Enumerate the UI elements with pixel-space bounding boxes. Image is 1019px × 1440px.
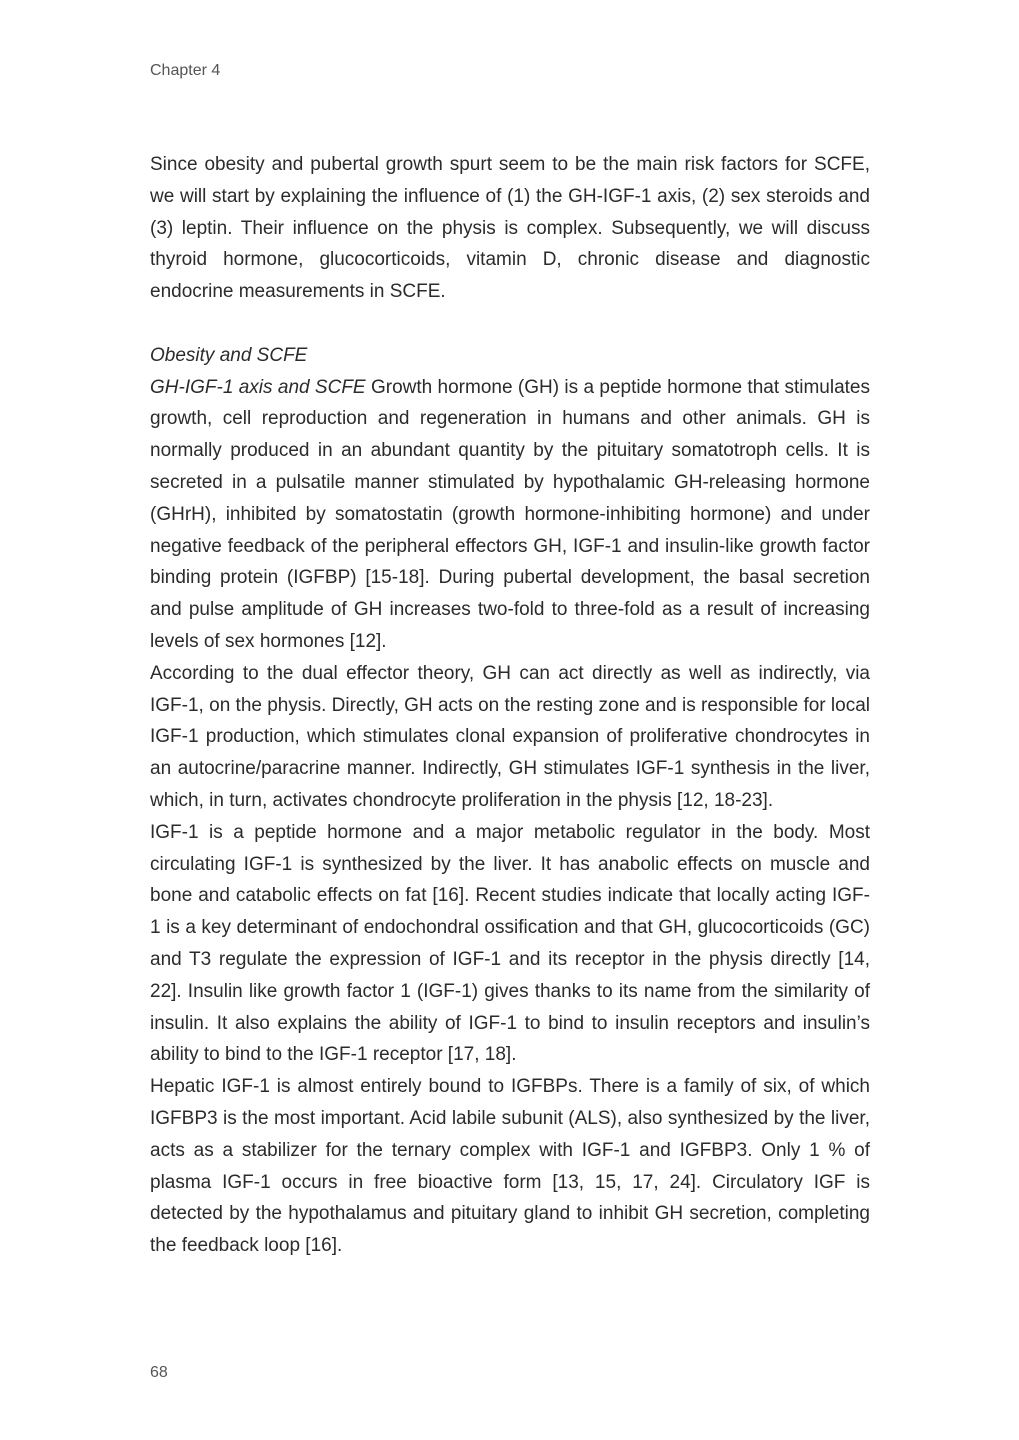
paragraph-gh-igf1 (150, 372, 870, 658)
paragraph-igf1-metabolic: IGF-1 is a peptide hormone and a major metabolic regulator in the body. Most circulating IGF-1 is synthesized by the liver. It has anabolic effects on muscle and bone and catabolic effects on fat [16]. Recent studies indicate that locally acting IGF-1 is a key determinant of endochondral ossification and that GH, glucocorticoids (GC) and T3 regulate the expression of IGF-1 and its receptor in the physis directly [14, 22]. Insulin like growth factor 1 (IGF-1) gives thanks to its name from the similarity of insulin. It also explains the ability of IGF-1 to bind to insulin receptors and insulin’s ability to bind to the IGF-1 receptor [17, 18]. (150, 821, 870, 1066)
body-text (150, 149, 870, 1262)
paragraph-hepatic-igf1: Hepatic IGF-1 is almost entirely bound to IGFBPs. There is a family of six, of which IGFBP3 is the most important. Acid labile subunit (ALS), also synthesized by the liver, acts as a stabilizer for the ternary complex with IGF-1 and IGFBP3. Only 1 % of plasma IGF-1 occurs in free bioactive form [13, 15, 17, 24]. Circulatory IGF is detected by the hypothalamus and pituitary gland to inhibit GH secretion, completing the feedback loop [16]. (150, 1076, 870, 1257)
section-heading: Obesity and SCFE (150, 344, 308, 366)
paragraph-gh-igf1-text: Growth hormone (GH) is a peptide hormone that stimulates growth, cell reproduction and regeneration in humans and other animals. GH is normally produced in an abundant quantity by the pituitary somatotroph cells. It is secreted in a pulsatile manner stimulated by hypothalamic GH-releasing hormone (GHrH), inhibited by somatostatin (growth hormone-inhibiting hormone) and under negative feedback of the peripheral effectors GH, IGF-1 and insulin-like growth factor binding protein (IGFBP) [15-18]. During pubertal development, the basal secretion and pulse amplitude of GH increases two-fold to three-fold as a result of increasing levels of sex hormones [12]. (150, 376, 870, 652)
chapter-header: Chapter 4 (150, 62, 221, 79)
intro-paragraph: Since obesity and pubertal growth spurt seem to be the main risk factors for SCFE, we will start by explaining the influence of (1) the GH-IGF-1 axis, (2) sex steroids and (3) leptin. Their influence on the physis is complex. Subsequently, we will discuss thyroid hormone, glucocorticoids, vitamin D, chronic disease and diagnostic endocrine measurements in SCFE. (150, 154, 870, 303)
paragraph-dual-effector: According to the dual effector theory, GH can act directly as well as indirectly, via IGF-1, on the physis. Directly, GH acts on the resting zone and is responsible for local IGF-1 production, which stimulates clonal expansion of proliferative chondrocytes in an autocrine/paracrine manner. Indirectly, GH stimulates IGF-1 synthesis in the liver, which, in turn, activates chondrocyte proliferation in the physis [12, 18-23]. (150, 662, 870, 811)
subsection-heading: GH-IGF-1 axis and SCFE (150, 376, 366, 398)
page-number: 68 (150, 1364, 168, 1381)
